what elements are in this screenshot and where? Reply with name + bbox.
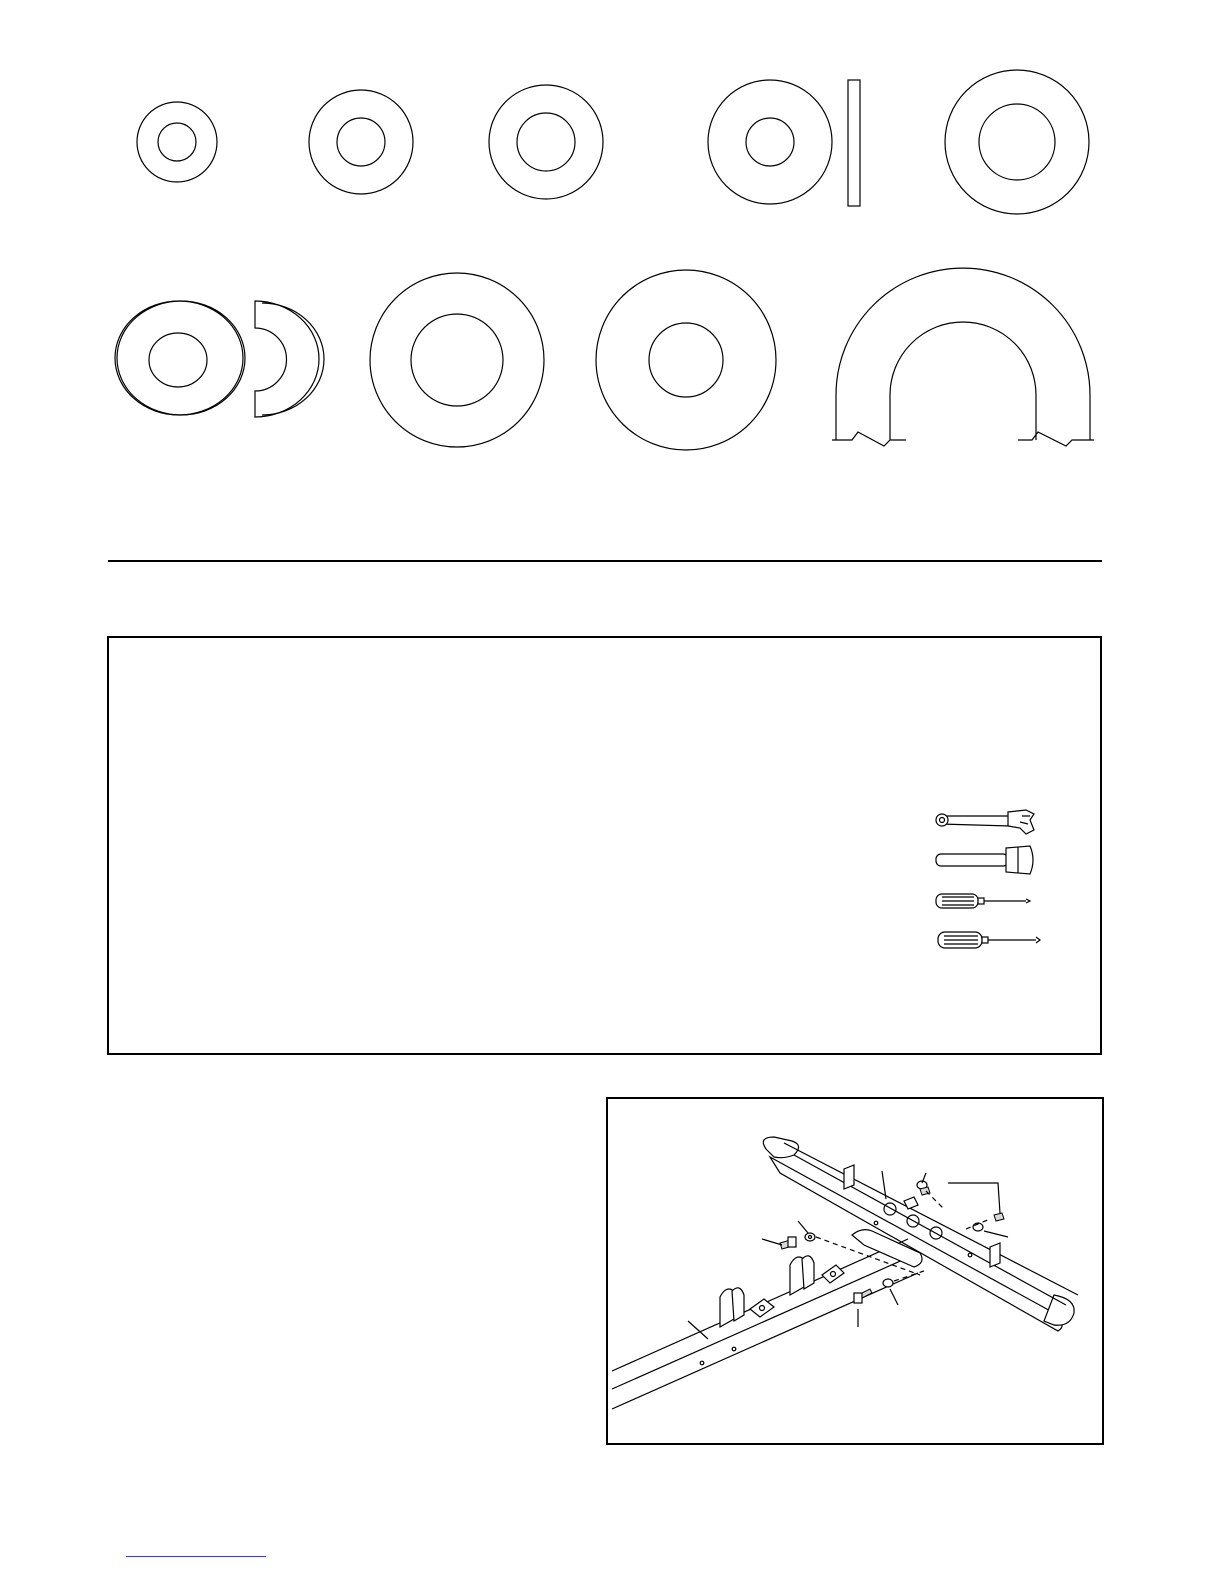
washer-icon <box>309 90 413 194</box>
large-washer-icon <box>945 70 1089 214</box>
hardware-chart <box>0 0 1224 520</box>
flat-washer-icon <box>708 80 860 206</box>
washer-icon <box>489 85 603 199</box>
phillips-screwdriver-icon <box>938 932 1040 948</box>
rubber-mallet-icon <box>936 846 1033 874</box>
small-washer-icon <box>137 102 217 182</box>
tools-illustration <box>930 800 1050 960</box>
frame-assembly-diagram-icon <box>608 1099 1102 1443</box>
flat-screwdriver-icon <box>936 894 1030 908</box>
large-washer-icon <box>596 270 776 450</box>
section-divider <box>108 560 1102 562</box>
adjustable-wrench-icon <box>936 810 1034 834</box>
large-washer-icon <box>370 273 544 447</box>
main-frame <box>612 1230 922 1409</box>
oversize-washer-icon <box>832 268 1094 446</box>
footer-link[interactable] <box>126 1556 266 1557</box>
dual-washer-icon <box>115 301 324 417</box>
